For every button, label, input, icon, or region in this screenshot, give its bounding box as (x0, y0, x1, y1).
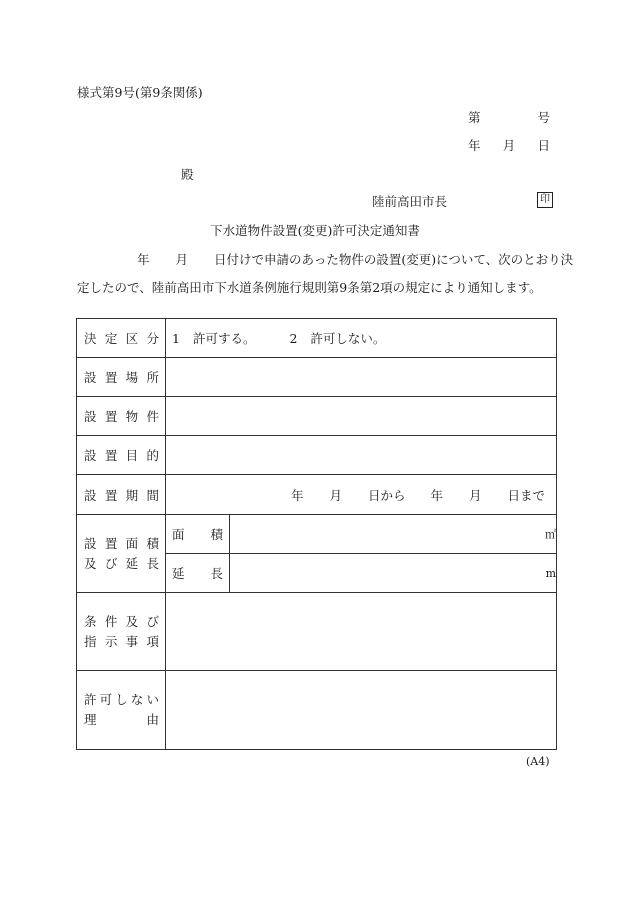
period-start-month: 月 (329, 487, 343, 503)
label-char: 示 (104, 633, 118, 649)
label-char: 的 (146, 448, 159, 463)
date-month: 月 (502, 138, 516, 153)
label-char: 延 (125, 555, 139, 571)
period-end-year: 年 (430, 487, 444, 503)
page-size-note: (A4) (526, 755, 550, 768)
label-char: 由 (146, 712, 159, 727)
label-char: し (115, 692, 128, 707)
label-period (77, 475, 166, 515)
label-char: 条 (84, 613, 97, 629)
object-field[interactable] (166, 397, 557, 436)
label-char: 積 (210, 527, 223, 542)
body-text-line-1 (77, 250, 574, 268)
row-conditions (77, 593, 557, 671)
label-char: 置 (104, 370, 118, 385)
body-year: 年 (137, 252, 150, 267)
period-end-month: 月 (469, 487, 482, 503)
option-2-text: 許可しない。 (310, 331, 386, 346)
label-char: 事 (125, 633, 139, 649)
label-char: い (146, 692, 159, 707)
reason-field[interactable] (166, 671, 557, 750)
document-number (468, 108, 550, 126)
label-conditions (77, 593, 166, 671)
option-2-number: 2 (289, 331, 298, 346)
body-line-1-rest: 日付けで申請のあった物件の設置(変更)について、次のとおり決 (214, 252, 574, 267)
option-1-text: 許可する。 (192, 331, 256, 346)
body-month: 月 (175, 252, 189, 267)
document-date (468, 136, 550, 154)
label-char: 期 (125, 487, 139, 503)
option-1-number: 1 (172, 331, 180, 346)
label-char: 理 (84, 712, 97, 727)
period-start-day: 日から (368, 487, 406, 503)
purpose-field[interactable] (166, 436, 557, 475)
label-char: 長 (146, 555, 159, 571)
length-field[interactable] (230, 554, 557, 593)
label-char: 及 (84, 555, 97, 571)
label-char: 目 (125, 448, 139, 463)
label-char: 可 (99, 692, 113, 707)
sender-name: 陸前高田市長 (372, 194, 448, 209)
label-char: 物 (125, 409, 139, 424)
label-char: 分 (146, 331, 159, 346)
label-char: 設 (84, 409, 97, 424)
label-length (166, 554, 230, 593)
conditions-field[interactable] (166, 593, 557, 671)
row-reason (77, 671, 557, 750)
label-purpose (77, 436, 166, 475)
area-field[interactable] (230, 515, 557, 554)
label-char: 間 (146, 487, 159, 503)
label-char: 設 (84, 448, 97, 463)
row-period (77, 475, 557, 515)
row-decision (77, 319, 557, 358)
length-unit: m (545, 566, 556, 580)
label-object (77, 397, 166, 436)
label-char: 置 (104, 535, 118, 551)
label-char: び (104, 555, 118, 571)
label-area-length (77, 515, 166, 593)
label-char: 件 (104, 613, 118, 629)
area-unit: ㎡ (545, 528, 556, 541)
period-start-year: 年 (291, 487, 304, 503)
label-char: 設 (84, 535, 97, 551)
label-char: 項 (146, 633, 159, 649)
decision-options (166, 319, 557, 358)
label-char: 許 (84, 692, 97, 707)
addressee-suffix: 殿 (181, 167, 194, 182)
label-area (166, 515, 230, 554)
label-decision (77, 319, 166, 358)
label-char: 延 (172, 566, 185, 581)
label-char: 設 (84, 370, 97, 385)
seal-mark: 印 (537, 192, 553, 208)
label-char: 及 (125, 613, 139, 629)
document-number-suffix: 号 (537, 110, 550, 125)
label-char: 決 (84, 331, 97, 346)
label-char: 置 (104, 448, 118, 463)
label-char: 置 (104, 487, 118, 503)
label-char: 積 (146, 535, 159, 551)
label-char: 置 (104, 409, 118, 424)
row-area (77, 515, 557, 554)
location-field[interactable] (166, 358, 557, 397)
date-year: 年 (468, 138, 481, 153)
label-char: 面 (172, 527, 185, 542)
label-char: 設 (84, 487, 97, 503)
label-char: 場 (125, 370, 139, 385)
document-number-prefix: 第 (468, 110, 481, 125)
form-label: 様式第9号(第9条関係) (77, 85, 203, 100)
label-char: び (146, 613, 159, 629)
label-location (77, 358, 166, 397)
body-text-line-2: 定したので、陸前高田市下水道条例施行規則第9条第2項の規定により通知します。 (77, 280, 542, 295)
row-object (77, 397, 557, 436)
row-location (77, 358, 557, 397)
document-title: 下水道物件設置(変更)許可決定通知書 (210, 223, 420, 238)
row-purpose (77, 436, 557, 475)
label-char: 件 (146, 409, 159, 424)
period-field[interactable] (166, 475, 557, 515)
period-end-day: 日まで (507, 487, 546, 503)
label-char: 長 (210, 566, 223, 581)
label-char: 所 (146, 370, 159, 385)
label-char: 区 (125, 331, 139, 346)
label-char: 面 (125, 535, 139, 551)
notification-form-table (76, 318, 557, 750)
date-day: 日 (537, 138, 550, 153)
label-reason (77, 671, 166, 750)
label-char: 定 (104, 331, 118, 346)
label-char: 指 (84, 633, 97, 649)
label-char: な (130, 692, 144, 707)
